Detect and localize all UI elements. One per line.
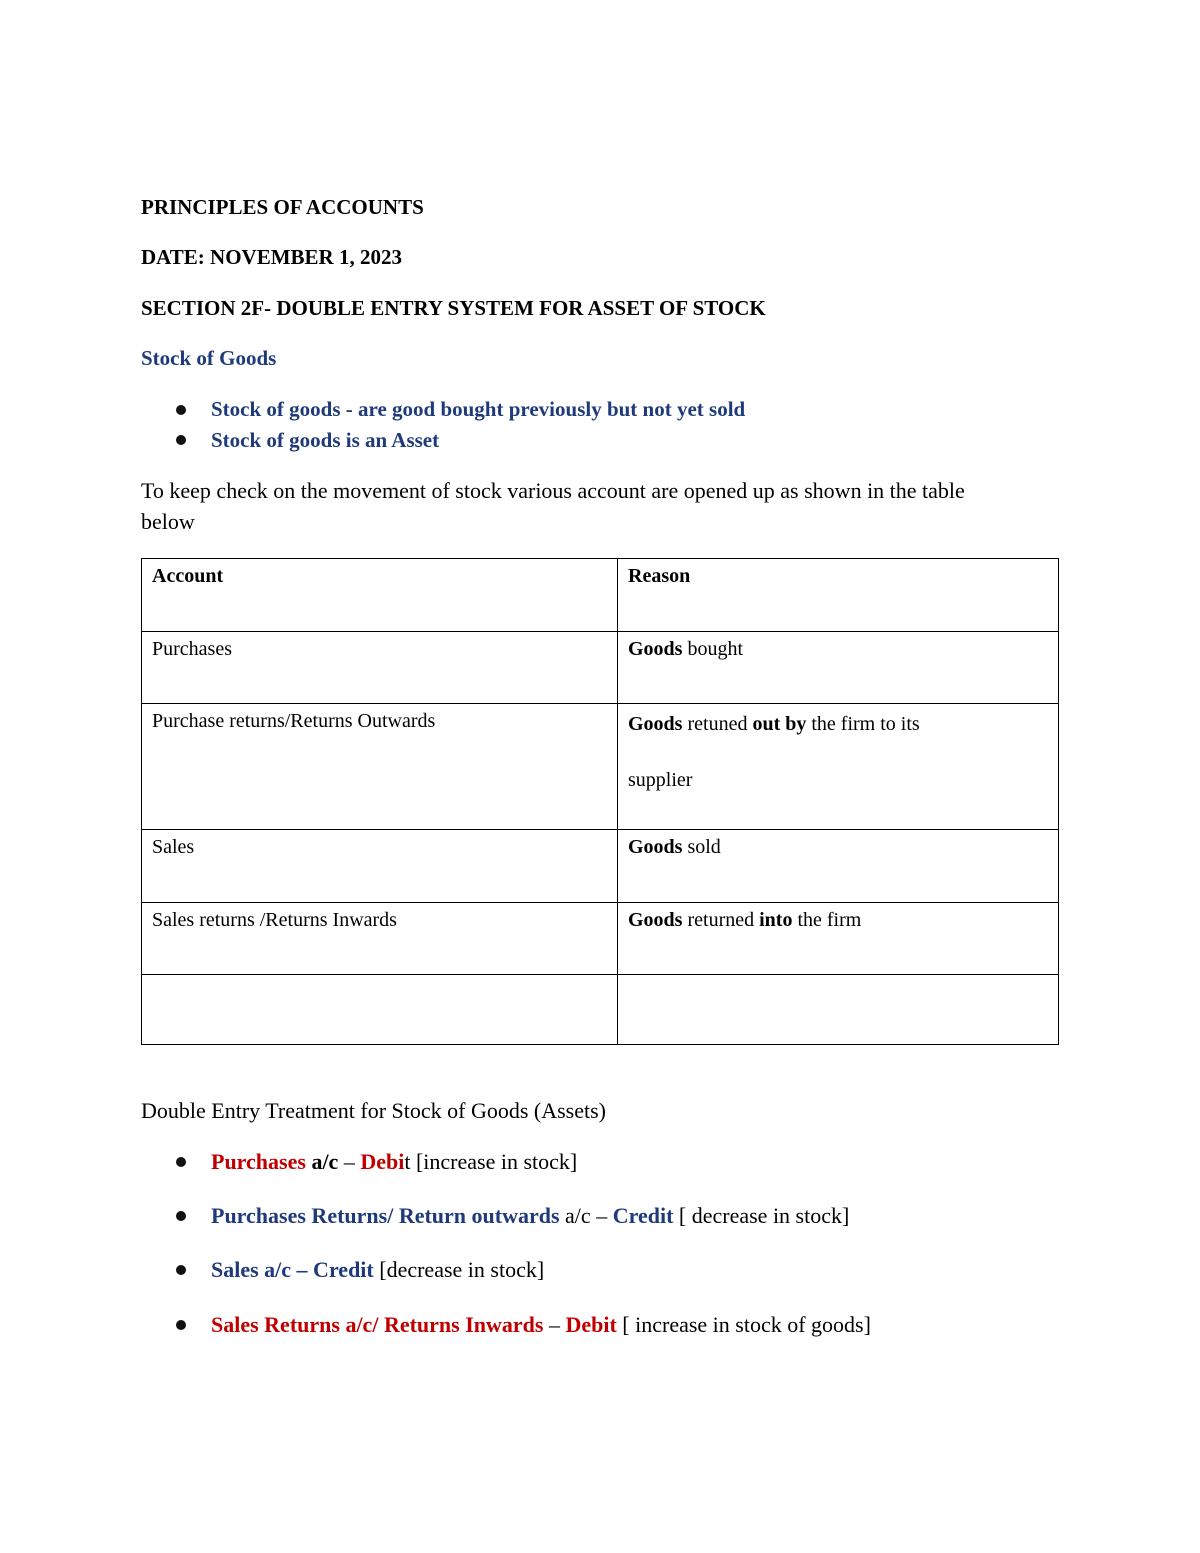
reason-text: bought [682, 638, 744, 660]
list-item-purchases-returns [211, 1203, 849, 1229]
table-row [142, 830, 1059, 903]
reason-cell [618, 632, 1059, 704]
header-account: Account [142, 559, 618, 632]
entry-side: Debi [360, 1149, 405, 1174]
list-item: Stock of goods - are good bought previously but not yet sold [211, 397, 746, 421]
ac-label: a/c [305, 1149, 339, 1174]
list-item-purchases [211, 1149, 577, 1175]
account-name: Sales a/c – Credit [211, 1257, 374, 1282]
list-item-sales-returns [211, 1312, 871, 1338]
reason-text: sold [682, 836, 721, 858]
reason-cell [618, 704, 1059, 830]
entry-side: Debit [565, 1312, 617, 1337]
list-item: Stock of goods is an Asset [211, 428, 440, 452]
intro-paragraph-line2: below [141, 509, 195, 534]
reason-text: retuned [682, 713, 753, 735]
account-cell: Sales returns /Returns Inwards [142, 903, 618, 975]
table-header-row [142, 559, 1059, 632]
entry-side: Credit [612, 1203, 674, 1228]
reason-bold-2: out by [752, 713, 807, 735]
document-title: PRINCIPLES OF ACCOUNTS [141, 195, 424, 219]
treatment-heading: Double Entry Treatment for Stock of Goods (Assets) [141, 1098, 607, 1123]
bullet-icon [176, 1265, 186, 1275]
subheading-stock-of-goods: Stock of Goods [141, 346, 277, 370]
effect-note: [increase in stock] [410, 1149, 578, 1174]
reason-bold-2: into [759, 909, 793, 931]
bullet-icon [176, 1320, 186, 1330]
section-heading: SECTION 2F- DOUBLE ENTRY SYSTEM FOR ASSET OF STOCK [141, 296, 766, 320]
table-row [142, 903, 1059, 975]
account-name: Purchases Returns/ Return outwards [211, 1203, 560, 1228]
reason-text: returned [682, 909, 760, 931]
reason-line2: supplier [628, 769, 693, 791]
table-row [142, 632, 1059, 704]
ac-label: a/c – [559, 1203, 613, 1228]
reason-bold: Goods [628, 638, 683, 660]
account-name: Purchases [211, 1149, 306, 1174]
bullet-icon [176, 435, 186, 445]
reason-text-2: the firm to its [806, 713, 920, 735]
entry-side-tail: t [404, 1149, 411, 1174]
bullet-icon [176, 1211, 186, 1221]
table-row-empty [142, 975, 1059, 1045]
bullet-icon [176, 1157, 186, 1167]
document-date: DATE: NOVEMBER 1, 2023 [141, 245, 402, 269]
bullet-icon [176, 405, 186, 415]
reason-cell [618, 975, 1059, 1045]
intro-paragraph-line1: To keep check on the movement of stock various account are opened up as shown in the table [141, 478, 965, 503]
table-row [142, 704, 1059, 830]
effect-note: [decrease in stock] [373, 1257, 545, 1282]
reason-cell [618, 903, 1059, 975]
reason-bold: Goods [628, 909, 683, 931]
effect-note: [ decrease in stock] [673, 1203, 850, 1228]
reason-bold: Goods [628, 713, 683, 735]
account-cell: Purchase returns/Returns Outwards [142, 704, 618, 830]
account-cell: Sales [142, 830, 618, 903]
reason-text-2: the firm [792, 909, 862, 931]
account-cell: Purchases [142, 632, 618, 704]
account-cell [142, 975, 618, 1045]
dash: – [543, 1312, 566, 1337]
header-reason: Reason [618, 559, 1059, 632]
list-item-sales [211, 1257, 544, 1283]
reason-cell [618, 830, 1059, 903]
account-name: Sales Returns a/c/ Returns Inwards [211, 1312, 544, 1337]
stock-accounts-table [141, 558, 1059, 1045]
reason-bold: Goods [628, 836, 683, 858]
dash: – [338, 1149, 361, 1174]
effect-note: [ increase in stock of goods] [616, 1312, 871, 1337]
